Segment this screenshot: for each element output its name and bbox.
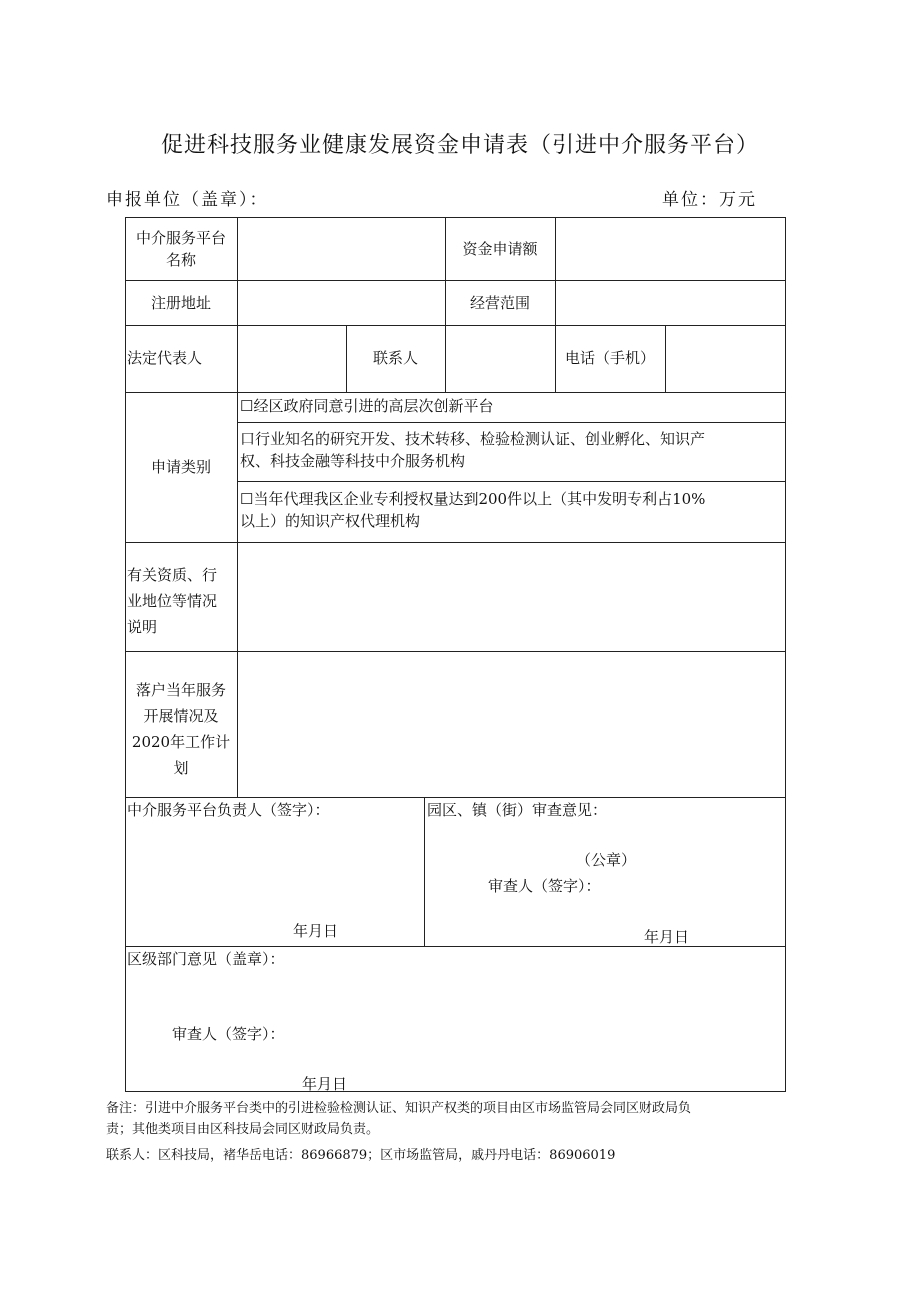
row-divider	[125, 651, 786, 652]
row-divider	[125, 542, 786, 543]
column-divider	[665, 325, 666, 392]
remarks: 备注：引进中介服务平台类中的引进检验检测认证、知识产权类的项目由区市场监管局会同区财政局负 责；其他类项目由区科技局会同区财政局负责。	[106, 1101, 692, 1137]
legal-rep-label: 法定代表人	[127, 349, 203, 367]
platform-date-label: 年月日	[293, 922, 339, 940]
column-divider	[555, 217, 556, 325]
checkbox-icon[interactable]: ☐	[240, 397, 254, 415]
park-seal-label: （公章）	[576, 851, 637, 869]
category-option-3[interactable]: ☐当年代理我区企业专利授权量达到200件以上（其中发明专利占10% 以上）的知识产权代理机构	[240, 490, 706, 530]
checkbox-icon[interactable]: ☐	[240, 490, 254, 508]
service-plan-label: 落户当年服务 开展情况及 2020年工作计 划	[131, 681, 231, 777]
fund-amount-label: 资金申请额	[462, 240, 538, 258]
category-option-2[interactable]: 口行业知名的研究开发、技术转移、检验检测认证、创业孵化、知识产 权、科技金融等科技中介服务机构	[240, 430, 706, 470]
column-divider	[445, 325, 446, 392]
row-divider	[125, 280, 786, 281]
row-divider	[125, 797, 786, 798]
column-divider	[424, 797, 425, 946]
qualification-label: 有关资质、行 业地位等情况 说明	[127, 566, 218, 636]
address-label: 注册地址	[150, 294, 211, 312]
park-opinion-label: 园区、镇（街）审查意见：	[427, 801, 608, 819]
contact-info: 联系人：区科技局，褚华岳电话：86966879；区市场监管局，戚丹丹电话：86906019	[106, 1148, 616, 1163]
row-divider	[125, 392, 786, 393]
phone-label: 电话（手机）	[564, 349, 655, 367]
row-divider	[237, 481, 786, 482]
checkbox-icon[interactable]: 口	[240, 430, 256, 448]
district-reviewer-label: 审查人（签字）：	[172, 1025, 285, 1043]
district-opinion-label: 区级部门意见（盖章）：	[127, 950, 285, 968]
business-scope-label: 经营范围	[469, 294, 530, 312]
form-title: 促进科技服务业健康发展资金申请表（引进中介服务平台）	[160, 133, 759, 158]
currency-unit-label: 单位：万元	[662, 190, 757, 210]
category-label: 申请类别	[150, 458, 211, 476]
contact-label: 联系人	[372, 349, 418, 367]
district-date-label: 年月日	[302, 1075, 348, 1093]
platform-head-signature-label: 中介服务平台负责人（签字）：	[127, 801, 330, 819]
category-option-1[interactable]: ☐经区政府同意引进的高层次创新平台	[240, 397, 494, 415]
platform-name-label: 中介服务平台 名称	[135, 229, 226, 269]
park-date-label: 年月日	[644, 928, 690, 946]
column-divider	[237, 217, 238, 797]
park-reviewer-label: 审查人（签字）：	[488, 877, 601, 895]
row-divider	[237, 422, 786, 423]
row-divider	[125, 325, 786, 326]
applicant-unit-label: 申报单位（盖章）：	[106, 190, 269, 210]
